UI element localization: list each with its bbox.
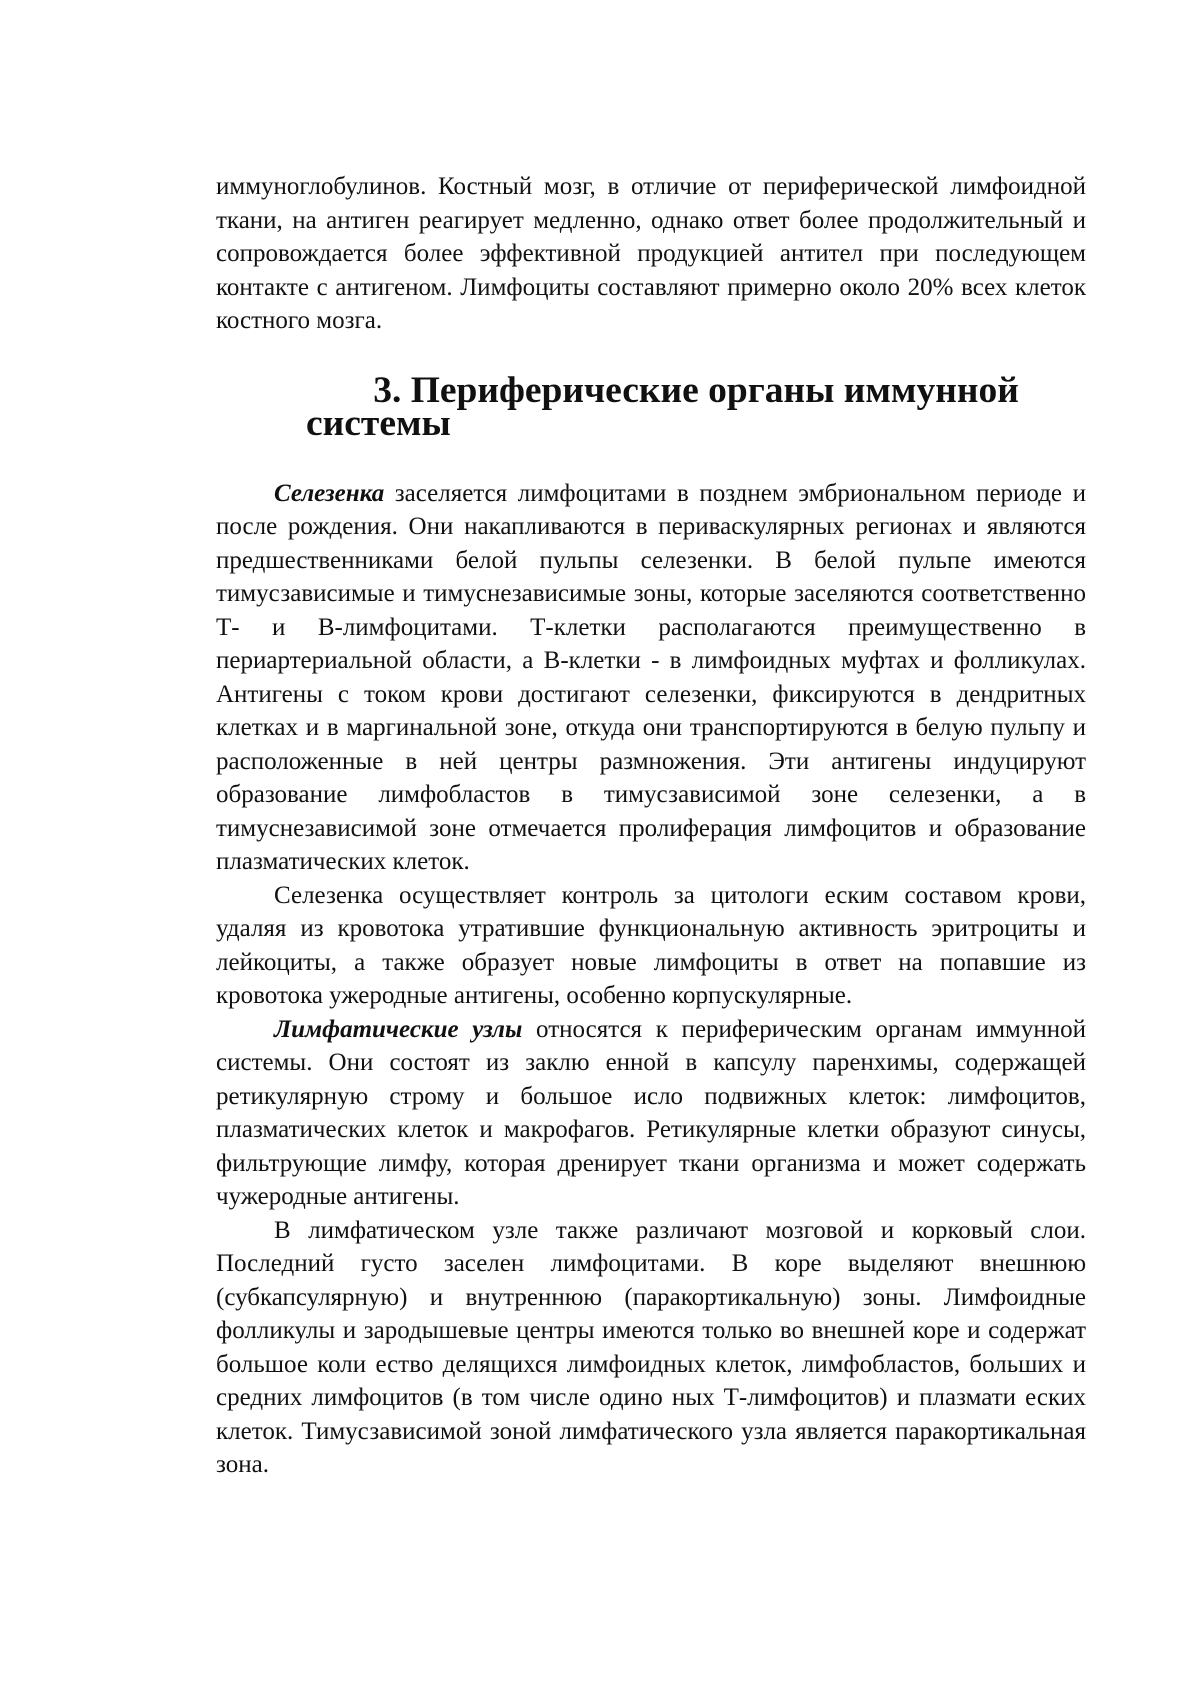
paragraph-lymph-nodes	[216, 1013, 1086, 1214]
paragraph-spleen-text: заселяется лимфоцитами в позднем эмбриональном периоде и после рождения. Они накапливаются в периваскулярных регионах и являются предшественниками белой пульпы селезенки. В белой пульпе имеются тимусзависимые и тимуснезависимые зоны, которые заселяются соответственно Т- и В-лимфоцитами. Т-клетки располагаются преимущественно в периартериальной области, а В-клетки - в лимфоидных муфтах и фолликулах. Антигены с током крови достигают селезенки, фиксируются в дендритных клетках и в маргинальной зоне, откуда они транспортируются в белую пульпу и расположенные в ней центры размножения. Эти антигены индуцируют образование лимфобластов в тимусзависимой зоне селезенки, а в тимуснезависимой зоне отмечается пролиферация лимфоцитов и образование плазматических клеток.	[216, 479, 1086, 875]
paragraph-spleen-function: Селезенка осуществляет контроль за цитологи еским составом крови, удаляя из кровотока утратившие функциональную активность эритроциты и лейкоциты, а также образует новые лимфоциты в ответ на попавшие из кровотока ужеродные антигены, особенно корпускулярные.	[216, 881, 1086, 1009]
section-heading: 3. Периферические органы иммунной системы	[306, 369, 1019, 444]
document-body	[216, 170, 1086, 1482]
paragraph-lymph-nodes-text: относятся к периферическим органам иммунной системы. Они состоят из заклю енной в капсулу паренхимы, содержащей ретикулярную строму и большое исло подвижных клеток: лимфоцитов, плазматических клеток и макрофагов. Ретикулярные клетки образуют синусы, фильтрующие лимфу, которая дренирует ткани организма и может содержать чужеродные антигены.	[216, 1015, 1086, 1210]
paragraph-spleen	[216, 477, 1086, 879]
paragraph-bone-marrow: иммуноглобулинов. Костный мозг, в отличие от периферической лимфоидной ткани, на антиген реагирует медленно, однако ответ более продолжительный и сопровождается более эффективной продукцией антител при последующем контакте с антигеном. Лимфоциты составляют примерно около 20% всех клеток костного мозга.	[216, 173, 1086, 334]
term-spleen: Селезенка	[274, 479, 385, 507]
term-lymph-nodes: Лимфатические узлы	[274, 1015, 523, 1043]
paragraph-lymph-node-layers: В лимфатическом узле также различают мозговой и корковый слои. Последний густо заселен лимфоцитами. В коре выделяют внешнюю (субкапсулярную) и внутреннюю (паракортикальную) зоны. Лимфоидные фолликулы и зародышевые центры имеются только во внешней коре и содержат большое коли ество делящихся лимфоидных клеток, лимфобластов, больших и средних лимфоцитов (в том числе одино ных Т-лимфоцитов) и плазмати еских клеток. Тимусзависимой зоной лимфатического узла является паракортикальная зона.	[216, 1216, 1086, 1478]
